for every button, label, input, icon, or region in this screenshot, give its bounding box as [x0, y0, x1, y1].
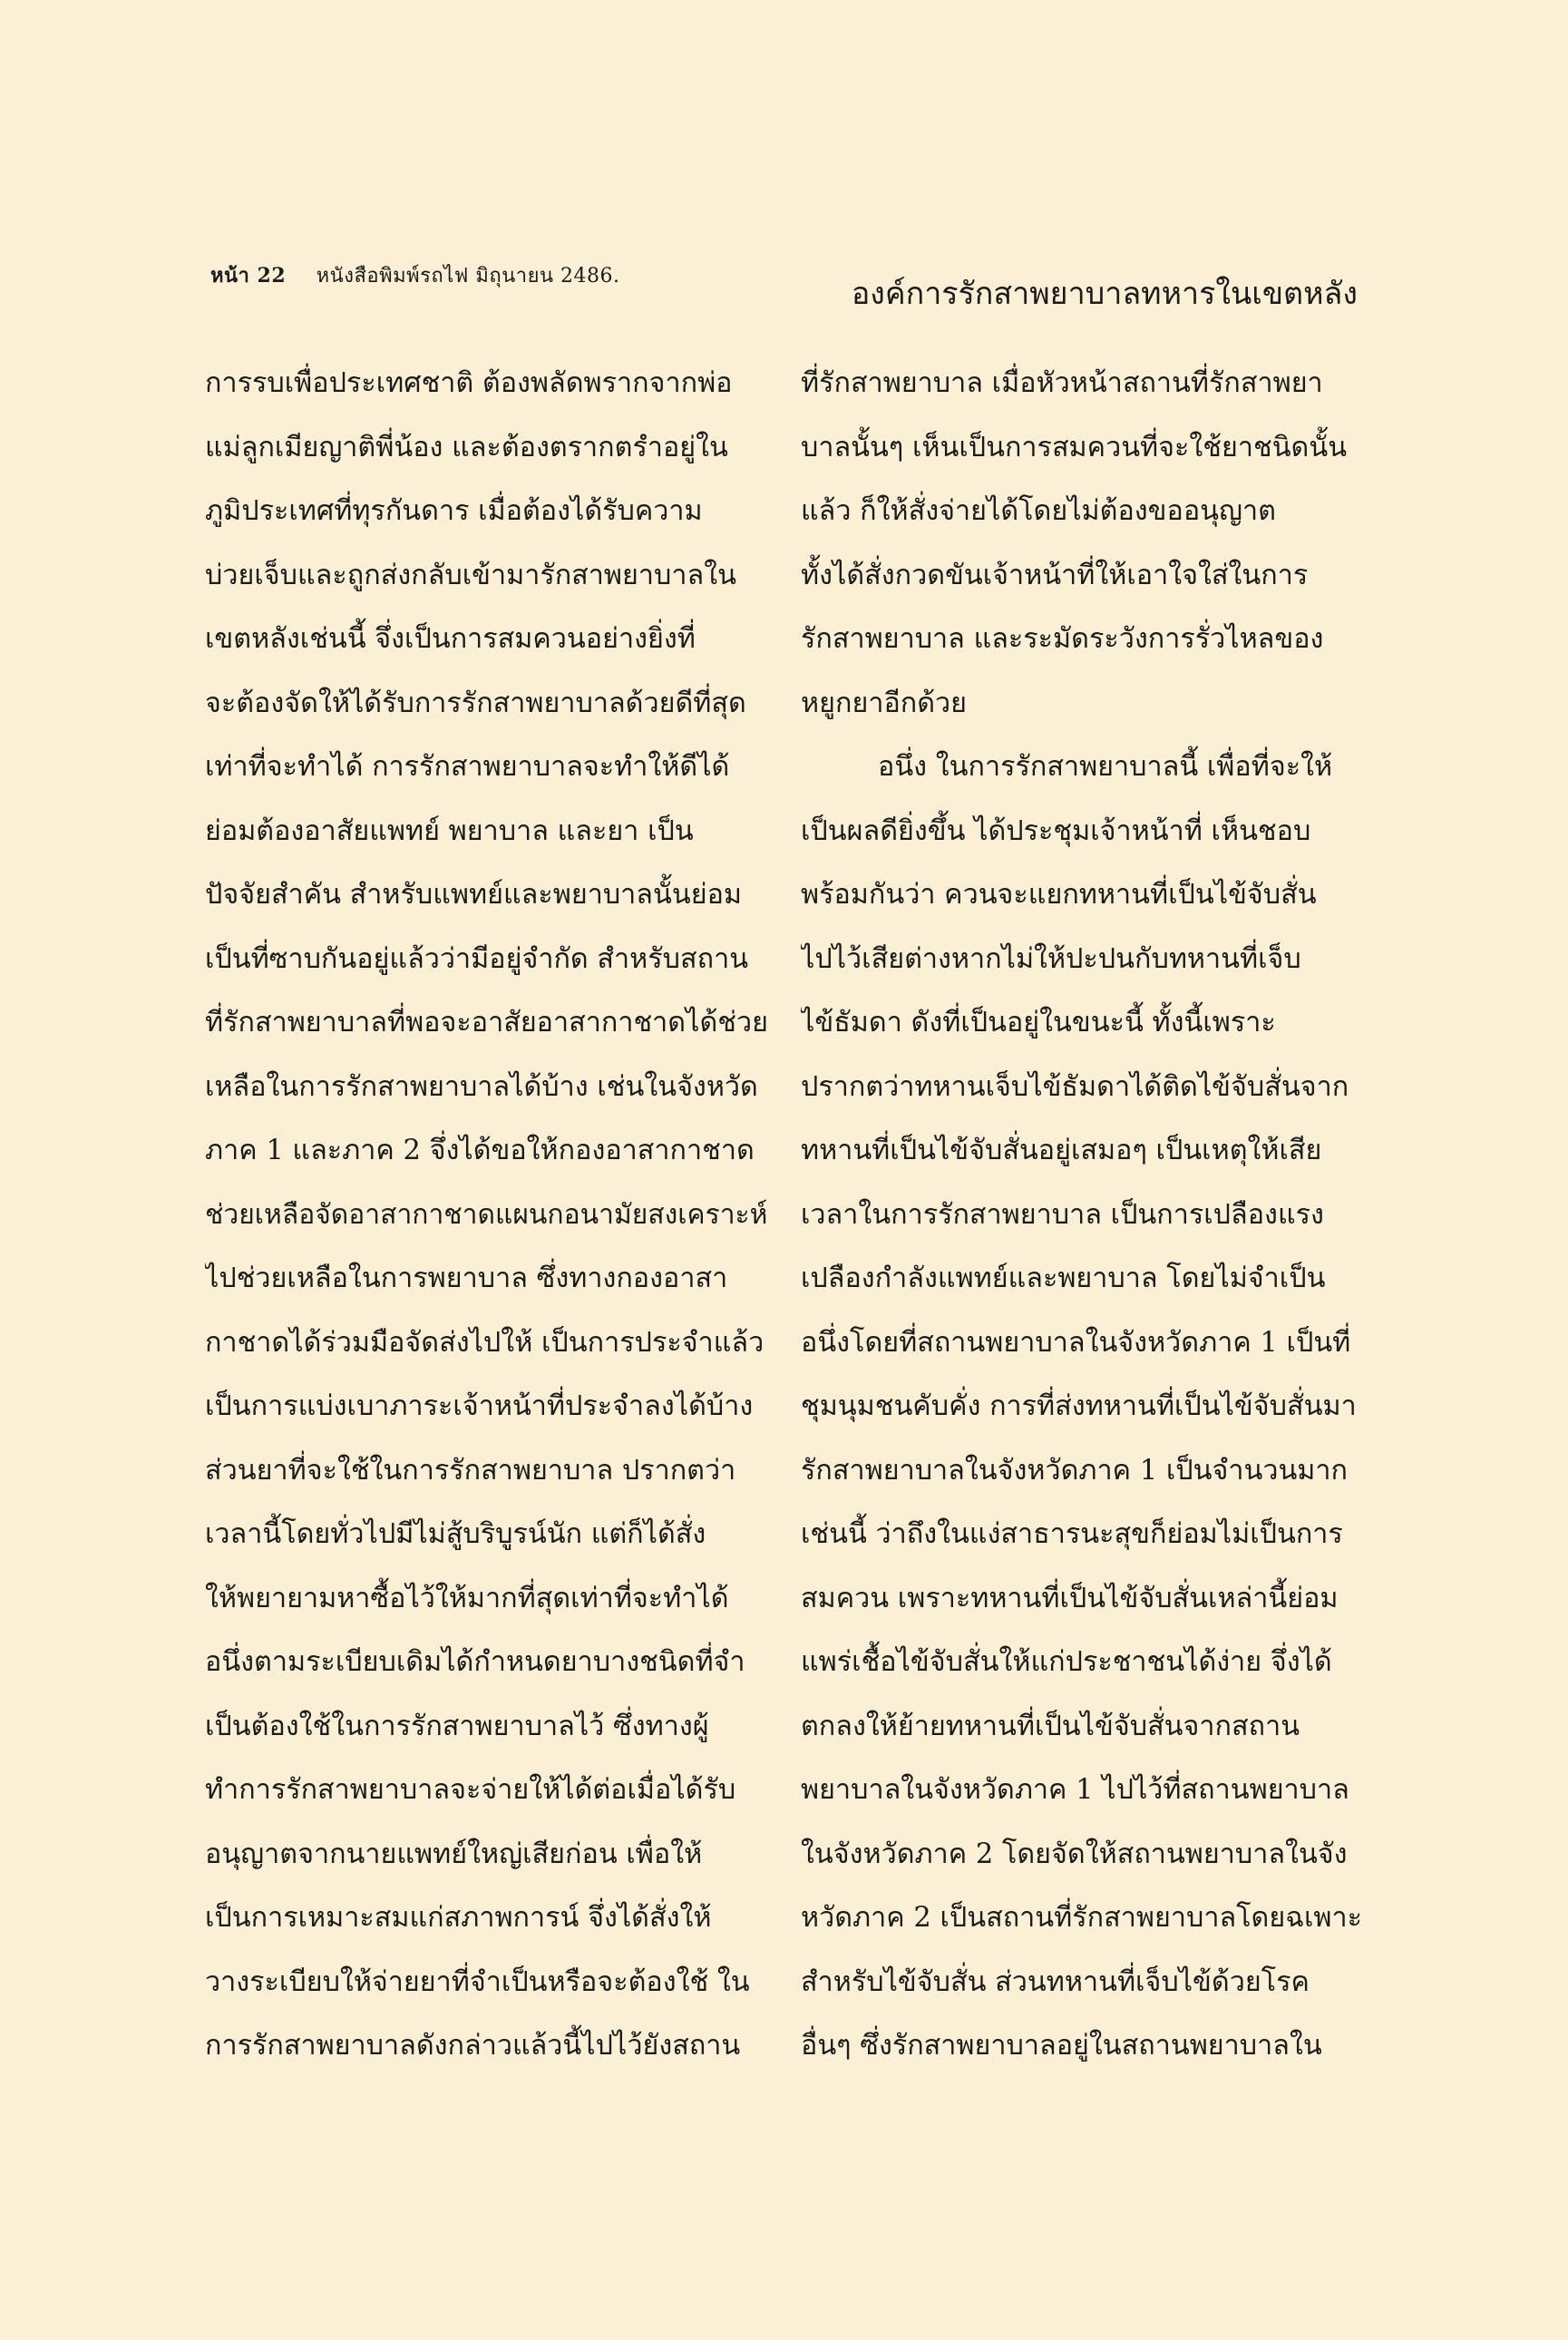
text-line: หวัดภาค 2 เป็นสถานที่รักสาพยาบาลโดยฉเพาะ [801, 1902, 1363, 1934]
left-text-column [205, 352, 772, 2079]
text-line: เท่าที่จะทำได้ การรักสาพยาบาลจะทำให้ดีได้ [205, 751, 730, 783]
text-line: ให้พยายามหาซื้อไว้ให้มากที่สุดเท่าที่จะทำได้ [205, 1582, 729, 1614]
text-line: ในจังหวัดภาค 2 โดยจัดให้สถานพยาบาลในจัง [801, 1838, 1348, 1870]
text-line: เป็นการเหมาะสมแก่สภาพการน์ จึ่งได้สั่งให้ [205, 1902, 712, 1934]
text-line: ที่รักสาพยาบาลที่พอจะอาสัยอาสากาชาดได้ช่วย [205, 1007, 768, 1038]
text-line: ชุมนุมชนคับคั่ง การที่ส่งทหานที่เป็นไข้จับสั่นมา [801, 1390, 1357, 1422]
text-line: ปัจจัยสำคัน สำหรับแพทย์และพยาบาลนั้นย่อม [205, 879, 742, 911]
text-line: เขตหลังเช่นนี้ จึ่งเป็นการสมควนอย่างยิ่งที่ [205, 623, 696, 655]
text-line: แม่ลูกเมียญาติพี่น้อง และต้องตรากตรำอยู่ใน [205, 431, 728, 463]
text-line: เช่นนี้ ว่าถึงในแง่สาธารนะสุขก็ย่อมไม่เป็นการ [801, 1518, 1343, 1550]
text-line: ทำการรักสาพยาบาลจะจ่ายให้ได้ต่อเมื่อได้รับ [205, 1774, 736, 1806]
text-line: จะต้องจัดให้ได้รับการรักสาพยาบาลด้วยดีที่สุด [205, 687, 746, 719]
text-line: ภาค 1 และภาค 2 จึ่งได้ขอให้กองอาสากาชาด [205, 1135, 755, 1166]
text-line: ช่วยเหลือจัดอาสากาชาดแผนกอนามัยสงเคราะห์ [205, 1198, 768, 1231]
text-line: เป็นที่ซาบกันอยู่แล้วว่ามีอยู่จำกัด สำหรับสถาน [205, 942, 749, 975]
text-line: บาลนั้นๆ เห็นเป็นการสมควนที่จะใช้ยาชนิดนั้น [801, 431, 1348, 463]
page-number: หน้า 22 [210, 264, 287, 288]
text-line: ส่วนยาที่จะใช้ในการรักสาพยาบาล ปรากตว่า [205, 1454, 736, 1487]
text-line: อนึ่งโดยที่สถานพยาบาลในจังหวัดภาค 1 เป็นที่ [801, 1326, 1351, 1359]
text-line: บ่วยเจ็บและถูกส่งกลับเข้ามารักสาพยาบาลใน [205, 559, 736, 591]
text-line: แล้ว ก็ให้สั่งจ่ายได้โดยไม่ต้องขออนุญาต [801, 495, 1276, 527]
text-line: ทหานที่เป็นไข้จับสั่นอยู่เสมอๆ เป็นเหตุให้เสีย [801, 1135, 1322, 1166]
text-line: เป็นการแบ่งเบาภาระเจ้าหน้าที่ประจำลงได้บ้าง [205, 1390, 754, 1422]
text-line: เป็นต้องใช้ในการรักสาพยาบาลไว้ ซึ่งทางผู้ [205, 1710, 709, 1742]
text-line: วางระเบียบให้จ่ายยาที่จำเป็นหรือจะต้องใช้ ใน [205, 1965, 750, 1998]
publication-name: หนังสือพิมพ์รถไฟ มิถุนายน 2486. [316, 265, 620, 288]
paragraph-start-line: อนึ่ง ในการรักสาพยาบาลนี้ เพื่อที่จะให้ [878, 751, 1333, 783]
text-line: ย่อมต้องอาสัยแพทย์ พยาบาล และยา เป็น [205, 814, 694, 847]
text-line: ทั้งได้สั่งกวดขันเจ้าหน้าที่ให้เอาใจใส่ในการ [801, 559, 1309, 591]
text-line: อื่นๆ ซึ่งรักสาพยาบาลอยู่ในสถานพยาบาลใน [801, 2030, 1322, 2062]
text-line: รักสาพยาบาลในจังหวัดภาค 1 เป็นจำนวนมาก [801, 1454, 1349, 1487]
text-line: อนุญาตจากนายแพทย์ใหญ่เสียก่อน เพื่อให้ [205, 1838, 703, 1870]
text-line: ปรากตว่าทหานเจ็บไข้ธัมดาได้ติดไข้จับสั่นจาก [801, 1070, 1349, 1103]
text-line: เปลืองกำลังแพทย์และพยาบาล โดยไม่จำเป็น [801, 1263, 1326, 1294]
text-line: การรักสาพยาบาลดังกล่าวแล้วนี้ไปไว้ยังสถาน [205, 2030, 741, 2062]
text-line: พยาบาลในจังหวัดภาค 1 ไปไว้ที่สถานพยาบาล [801, 1774, 1349, 1806]
text-line: ที่รักสาพยาบาล เมื่อหัวหน้าสถานที่รักสาพยา [801, 367, 1323, 399]
text-line: หยูกยาอีกด้วย [801, 687, 968, 719]
text-line: ไปช่วยเหลือในการพยาบาล ซึ่งทางกองอาสา [205, 1263, 728, 1294]
article-title: องค์การรักสาพยาบาลทหารในเขตหลัง [851, 276, 1358, 312]
text-line: แพร่เชื้อไข้จับสั่นให้แก่ประชาชนได้ง่าย จึ่งได้ [801, 1646, 1332, 1678]
right-text-column [801, 352, 1363, 2079]
text-line: เหลือในการรักสาพยาบาลได้บ้าง เช่นในจังหวัด [205, 1070, 758, 1103]
text-line: กาชาดได้ร่วมมือจัดส่งไปให้ เป็นการประจำแล้ว [205, 1326, 765, 1359]
running-header [210, 259, 620, 291]
text-line: ไปไว้เสียต่างหากไม่ให้ปะปนกับทหานที่เจ็บ [801, 942, 1301, 975]
text-line: เวลานี้โดยทั่วไปมีไม่สู้บริบูรน์นัก แต่ก็ได้สั่ง [205, 1518, 706, 1550]
text-line: ตกลงให้ย้ายทหานที่เป็นไข้จับสั่นจากสถาน [801, 1710, 1300, 1742]
text-line: ภูมิประเทศที่ทุรกันดาร เมื่อต้องได้รับความ [205, 495, 703, 527]
text-line: เวลาในการรักสาพยาบาล เป็นการเปลืองแรง [801, 1198, 1324, 1231]
text-line: สมควน เพราะทหานที่เป็นไข้จับสั่นเหล่านี้ย่อม [801, 1582, 1339, 1614]
text-line: ไข้ธัมดา ดังที่เป็นอยู่ในขนะนี้ ทั้งนี้เพราะ [801, 1007, 1276, 1038]
text-line: พร้อมกันว่า ควนจะแยกทหานที่เป็นไข้จับสั่น [801, 879, 1317, 911]
text-line: สำหรับไข้จับสั่น ส่วนทหานที่เจ็บไข้ด้วยโรค [801, 1965, 1310, 1998]
text-line: รักสาพยาบาล และระมัดระวังการรั่วไหลของ [801, 623, 1324, 655]
text-line: การรบเพื่อประเทศชาติ ต้องพลัดพรากจากพ่อ [205, 367, 733, 399]
text-line: อนึ่งตามระเบียบเดิมได้กำหนดยาบางชนิดที่จำ [205, 1646, 745, 1678]
text-line: เป็นผลดียิ่งขึ้น ได้ประชุมเจ้าหน้าที่ เห็นชอบ [801, 814, 1311, 847]
